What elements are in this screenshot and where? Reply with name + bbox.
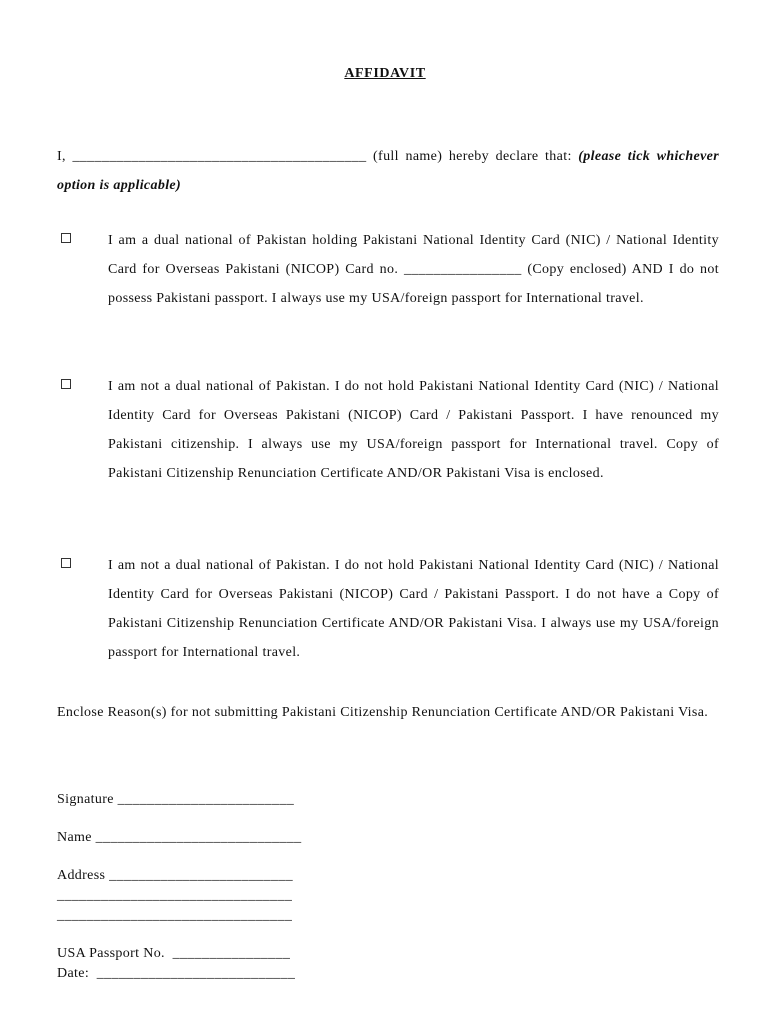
address-field-line-3[interactable]: ________________________________ bbox=[57, 908, 293, 923]
option-2-checkbox[interactable] bbox=[61, 379, 71, 389]
option-1-checkbox[interactable] bbox=[61, 233, 71, 243]
option-3-checkbox[interactable] bbox=[61, 558, 71, 568]
option-renounced bbox=[57, 372, 719, 488]
option-dual-national bbox=[57, 226, 719, 313]
passport-number-field[interactable]: USA Passport No. ________________ bbox=[57, 946, 291, 961]
enclose-reasons-text: Enclose Reason(s) for not submitting Pakistani Citizenship Renunciation Certificate AND/OR Pakistani Visa. bbox=[57, 705, 709, 720]
option-2-text: I am not a dual national of Pakistan. I do not hold Pakistani National Identity Card (NIC) / National Identity Card for Overseas Pakistani (NICOP) Card / Pakistani Passport. I have renounced my Pakistani citizenship. I always use my USA/foreign passport for International travel. Copy of Pakistani Citizenship Renunciation Certificate AND/OR Pakistani Visa is enclosed. bbox=[108, 379, 719, 481]
name-field[interactable]: Name ____________________________ bbox=[57, 830, 302, 845]
option-3-text: I am not a dual national of Pakistan. I do not hold Pakistani National Identity Card (NIC) / National Identity Card for Overseas Pakistani (NICOP) Card / Pakistani Passport. I do not have a Copy of Pakistani Citizenship Renunciation Certificate AND/OR Pakistani Visa. I always use my USA/foreign passport for International travel. bbox=[108, 558, 719, 660]
declaration-intro bbox=[57, 142, 719, 200]
address-field[interactable]: Address _________________________ bbox=[57, 868, 293, 883]
option-no-certificate bbox=[57, 551, 719, 667]
signature-field[interactable]: Signature ________________________ bbox=[57, 792, 295, 807]
address-field-line-2[interactable]: ________________________________ bbox=[57, 888, 293, 903]
tick-instruction: (please tick whichever option is applicable) bbox=[57, 149, 719, 193]
declaration-name-line[interactable]: I, ________________________________________ (full name) hereby declare that: bbox=[57, 149, 579, 164]
document-title: AFFIDAVIT bbox=[344, 66, 426, 81]
option-1-text: I am a dual national of Pakistan holding Pakistani National Identity Card (NIC) / National Identity Card for Overseas Pakistani (NICOP) Card no. ________________ (Copy enclosed) AND I do not possess Pakistani passport. I always use my USA/foreign passport for International travel. bbox=[108, 233, 719, 306]
date-field[interactable]: Date: ___________________________ bbox=[57, 966, 296, 981]
